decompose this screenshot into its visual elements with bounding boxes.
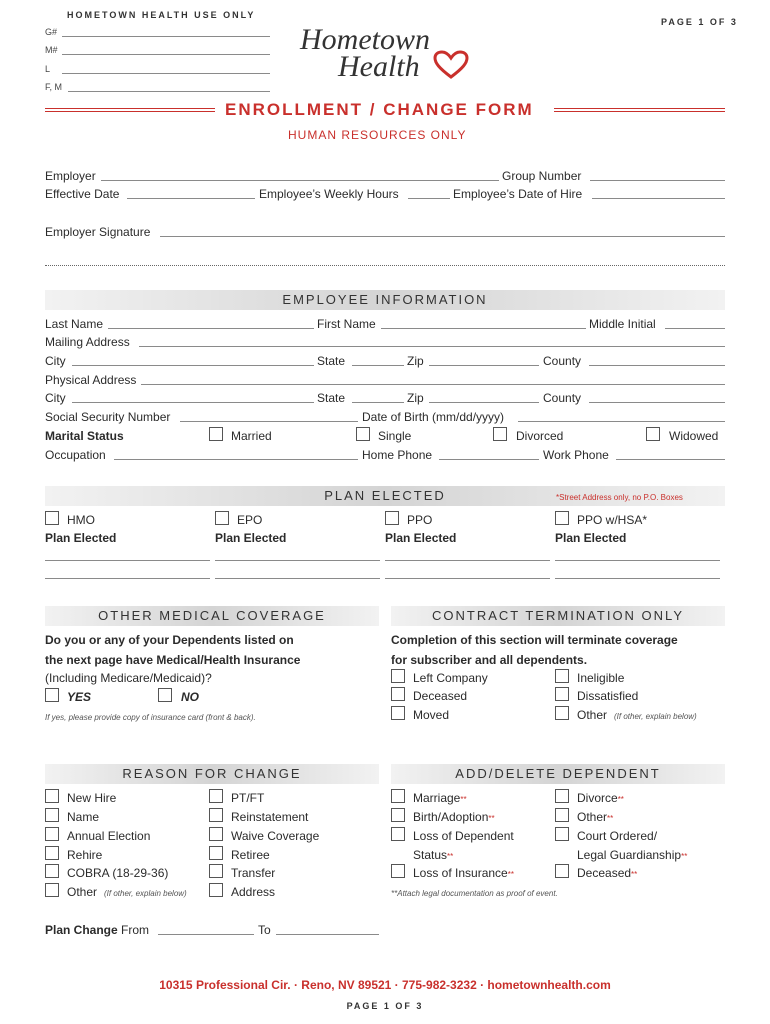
ppo-hsa-checkbox[interactable] bbox=[555, 511, 569, 525]
loss-of-dependent-status-label bbox=[413, 848, 453, 862]
state-field[interactable] bbox=[352, 365, 404, 366]
other-medical-band bbox=[45, 606, 379, 626]
divorce-label bbox=[577, 791, 624, 805]
reinstatement-label: Reinstatement bbox=[231, 810, 309, 824]
hmo-plan-line-1[interactable] bbox=[45, 560, 210, 561]
other-medical-yes-label: YES bbox=[67, 690, 92, 704]
dependent-note: **Attach legal documentation as proof of event. bbox=[391, 889, 558, 898]
ssn-label: Social Security Number bbox=[45, 410, 171, 424]
married-label: Married bbox=[231, 429, 272, 443]
form-title: ENROLLMENT / CHANGE FORM bbox=[225, 100, 534, 119]
home-phone-field[interactable] bbox=[439, 459, 539, 460]
divorce-marker: ** bbox=[617, 795, 624, 804]
other-medical-no-checkbox[interactable] bbox=[158, 688, 172, 702]
employer-field[interactable] bbox=[101, 180, 499, 181]
ppo-hsa-plan-line-2[interactable] bbox=[555, 578, 720, 579]
other-reason-checkbox[interactable] bbox=[45, 883, 59, 897]
hmo-label: HMO bbox=[67, 513, 95, 527]
loss-of-insurance-text: Loss of Insurance bbox=[413, 866, 508, 880]
state-label: State bbox=[317, 354, 346, 368]
physical-address-field[interactable] bbox=[141, 384, 725, 385]
city-2-label: City bbox=[45, 391, 66, 405]
reinstatement-checkbox[interactable] bbox=[209, 808, 223, 822]
state-2-field[interactable] bbox=[352, 402, 404, 403]
transfer-label: Transfer bbox=[231, 866, 276, 880]
divorce-checkbox[interactable] bbox=[555, 789, 569, 803]
deceased-dependent-text: Deceased bbox=[577, 866, 632, 880]
first-name-field[interactable] bbox=[381, 328, 586, 329]
left-company-label: Left Company bbox=[413, 671, 488, 685]
office-field-l-label: L bbox=[45, 64, 51, 74]
office-field-l-line[interactable] bbox=[62, 73, 270, 74]
group-number-field[interactable] bbox=[590, 180, 725, 181]
office-field-g-label: G# bbox=[45, 27, 58, 37]
other-termination-label: Other bbox=[577, 708, 608, 722]
county-2-field[interactable] bbox=[589, 402, 725, 403]
ssn-field[interactable] bbox=[180, 421, 358, 422]
reason-band bbox=[45, 764, 379, 784]
effective-date-field[interactable] bbox=[127, 198, 255, 199]
birth-adoption-label bbox=[413, 810, 495, 824]
dependent-heading: ADD/DELETE DEPENDENT bbox=[455, 766, 661, 781]
cobra-label: COBRA (18-29-36) bbox=[67, 866, 169, 880]
marriage-marker: ** bbox=[460, 795, 467, 804]
ppo-label: PPO bbox=[407, 513, 433, 527]
plan-note: *Street Address only, no P.O. Boxes bbox=[556, 493, 683, 502]
city-label: City bbox=[45, 354, 66, 368]
loss-of-insurance-checkbox[interactable] bbox=[391, 864, 405, 878]
birth-adoption-marker: ** bbox=[488, 814, 495, 823]
birth-adoption-checkbox[interactable] bbox=[391, 808, 405, 822]
loss-of-insurance-marker: ** bbox=[507, 870, 514, 879]
divorce-text: Divorce bbox=[577, 791, 618, 805]
logo-text-health: Health bbox=[338, 50, 420, 83]
new-hire-checkbox[interactable] bbox=[45, 789, 59, 803]
deceased-dependent-marker: ** bbox=[631, 870, 638, 879]
ppo-plan-line-1[interactable] bbox=[385, 560, 550, 561]
termination-desc-1: Completion of this section will terminate coverage bbox=[391, 633, 678, 647]
occupation-label: Occupation bbox=[45, 448, 106, 462]
address-label: Address bbox=[231, 885, 276, 899]
epo-plan-line-2[interactable] bbox=[215, 578, 380, 579]
page-number-bottom: PAGE 1 OF 3 bbox=[346, 1001, 424, 1011]
hmo-plan-line-2[interactable] bbox=[45, 578, 210, 579]
waive-coverage-label: Waive Coverage bbox=[231, 829, 320, 843]
dissatisfied-label: Dissatisfied bbox=[577, 689, 639, 703]
dependent-band bbox=[391, 764, 725, 784]
name-label: Name bbox=[67, 810, 100, 824]
annual-election-checkbox[interactable] bbox=[45, 827, 59, 841]
plan-change-label: Plan Change bbox=[45, 923, 118, 937]
section-divider bbox=[45, 265, 725, 266]
widowed-label: Widowed bbox=[669, 429, 719, 443]
zip-2-field[interactable] bbox=[429, 402, 539, 403]
other-medical-question-3: (Including Medicare/Medicaid)? bbox=[45, 671, 212, 685]
office-use-title: HOMETOWN HEALTH USE ONLY bbox=[67, 10, 256, 20]
hmo-plan-elected-label: Plan Elected bbox=[45, 531, 117, 545]
title-rule-right bbox=[554, 108, 725, 112]
address-checkbox[interactable] bbox=[209, 883, 223, 897]
deceased-termination-label: Deceased bbox=[413, 689, 468, 703]
employer-signature-label: Employer Signature bbox=[45, 225, 151, 239]
epo-plan-line-1[interactable] bbox=[215, 560, 380, 561]
ineligible-label: Ineligible bbox=[577, 671, 625, 685]
plan-change-row bbox=[45, 923, 149, 937]
legal-guardianship-label bbox=[577, 848, 687, 862]
dissatisfied-checkbox[interactable] bbox=[555, 687, 569, 701]
loss-of-dependent-status-text: Status bbox=[413, 848, 448, 862]
employer-signature-field[interactable] bbox=[160, 236, 725, 237]
first-name-label: First Name bbox=[317, 317, 376, 331]
work-phone-label: Work Phone bbox=[543, 448, 609, 462]
retiree-label: Retiree bbox=[231, 848, 270, 862]
other-reason-note: (If other, explain below) bbox=[104, 889, 187, 898]
new-hire-label: New Hire bbox=[67, 791, 117, 805]
name-checkbox[interactable] bbox=[45, 808, 59, 822]
other-medical-no-label: NO bbox=[181, 690, 199, 704]
epo-plan-elected-label: Plan Elected bbox=[215, 531, 287, 545]
other-medical-note: If yes, please provide copy of insurance card (front & back). bbox=[45, 713, 256, 722]
ppo-hsa-label: PPO w/HSA* bbox=[577, 513, 648, 527]
occupation-field[interactable] bbox=[114, 459, 358, 460]
ineligible-checkbox[interactable] bbox=[555, 669, 569, 683]
marriage-text: Marriage bbox=[413, 791, 461, 805]
mailing-address-label: Mailing Address bbox=[45, 335, 130, 349]
termination-band bbox=[391, 606, 725, 626]
other-reason-label: Other bbox=[67, 885, 98, 899]
annual-election-label: Annual Election bbox=[67, 829, 151, 843]
middle-initial-field[interactable] bbox=[665, 328, 725, 329]
other-termination-note: (If other, explain below) bbox=[614, 712, 697, 721]
loss-of-dependent-label: Loss of Dependent bbox=[413, 829, 514, 843]
group-number-label: Group Number bbox=[502, 169, 582, 183]
ppo-hsa-plan-elected-label: Plan Elected bbox=[555, 531, 627, 545]
rehire-checkbox[interactable] bbox=[45, 846, 59, 860]
physical-address-label: Physical Address bbox=[45, 373, 137, 387]
effective-date-label: Effective Date bbox=[45, 187, 120, 201]
other-dependent-label bbox=[577, 810, 613, 824]
office-field-m-line[interactable] bbox=[62, 54, 270, 55]
ppo-plan-line-2[interactable] bbox=[385, 578, 550, 579]
deceased-termination-checkbox[interactable] bbox=[391, 687, 405, 701]
birth-adoption-text: Birth/Adoption bbox=[413, 810, 489, 824]
state-2-label: State bbox=[317, 391, 346, 405]
title-rule-left bbox=[45, 108, 215, 112]
divorced-checkbox[interactable] bbox=[493, 427, 507, 441]
other-medical-question-2: the next page have Medical/Health Insurance bbox=[45, 653, 301, 667]
other-medical-yes-checkbox[interactable] bbox=[45, 688, 59, 702]
transfer-checkbox[interactable] bbox=[209, 864, 223, 878]
marital-status-label: Marital Status bbox=[45, 429, 124, 443]
weekly-hours-field[interactable] bbox=[408, 198, 450, 199]
married-checkbox[interactable] bbox=[209, 427, 223, 441]
reason-heading: REASON FOR CHANGE bbox=[122, 766, 302, 781]
employee-info-band bbox=[45, 290, 725, 310]
termination-desc-2: for subscriber and all dependents. bbox=[391, 653, 588, 667]
footer-address: 10315 Professional Cir. · Reno, NV 89521 · 775-982-3232 · hometownhealth.com bbox=[159, 978, 611, 992]
form-subtitle: HUMAN RESOURCES ONLY bbox=[288, 128, 467, 142]
employer-label: Employer bbox=[45, 169, 96, 183]
legal-guardianship-marker: ** bbox=[681, 852, 688, 861]
single-checkbox[interactable] bbox=[356, 427, 370, 441]
deceased-dependent-label bbox=[577, 866, 637, 880]
court-ordered-label: Court Ordered/ bbox=[577, 829, 658, 843]
retiree-checkbox[interactable] bbox=[209, 846, 223, 860]
deceased-dependent-checkbox[interactable] bbox=[555, 864, 569, 878]
plan-change-from-label: From bbox=[121, 923, 150, 937]
logo-text-hometown: Hometown bbox=[300, 23, 430, 56]
marriage-checkbox[interactable] bbox=[391, 789, 405, 803]
ppo-plan-elected-label: Plan Elected bbox=[385, 531, 457, 545]
work-phone-field[interactable] bbox=[616, 459, 725, 460]
moved-label: Moved bbox=[413, 708, 450, 722]
divorced-label: Divorced bbox=[516, 429, 564, 443]
left-company-checkbox[interactable] bbox=[391, 669, 405, 683]
city-field[interactable] bbox=[72, 365, 314, 366]
ppo-hsa-plan-line-1[interactable] bbox=[555, 560, 720, 561]
home-phone-label: Home Phone bbox=[362, 448, 433, 462]
loss-of-dependent-marker: ** bbox=[447, 852, 454, 861]
other-medical-heading: OTHER MEDICAL COVERAGE bbox=[98, 608, 326, 623]
mailing-address-field[interactable] bbox=[139, 346, 725, 347]
epo-label: EPO bbox=[237, 513, 263, 527]
weekly-hours-label: Employee’s Weekly Hours bbox=[259, 187, 399, 201]
plan-elected-heading: PLAN ELECTED bbox=[324, 488, 446, 503]
employee-info-heading: EMPLOYEE INFORMATION bbox=[282, 292, 488, 307]
zip-2-label: Zip bbox=[407, 391, 424, 405]
single-label: Single bbox=[378, 429, 412, 443]
zip-label: Zip bbox=[407, 354, 424, 368]
other-dependent-marker: ** bbox=[607, 814, 614, 823]
last-name-label: Last Name bbox=[45, 317, 104, 331]
moved-checkbox[interactable] bbox=[391, 706, 405, 720]
dob-field[interactable] bbox=[518, 421, 725, 422]
county-field[interactable] bbox=[589, 365, 725, 366]
dob-label: Date of Birth (mm/dd/yyyy) bbox=[362, 410, 505, 424]
loss-of-insurance-label bbox=[413, 866, 514, 880]
other-medical-question-1: Do you or any of your Dependents listed on bbox=[45, 633, 294, 647]
court-ordered-checkbox[interactable] bbox=[555, 827, 569, 841]
zip-field[interactable] bbox=[429, 365, 539, 366]
plan-change-to-label: To bbox=[258, 923, 271, 937]
other-dependent-text: Other bbox=[577, 810, 608, 824]
hmo-checkbox[interactable] bbox=[45, 511, 59, 525]
plan-change-to-field[interactable] bbox=[276, 934, 379, 935]
date-of-hire-field[interactable] bbox=[592, 198, 725, 199]
heart-icon bbox=[433, 50, 469, 80]
middle-initial-label: Middle Initial bbox=[589, 317, 656, 331]
office-field-fm-label: F, M bbox=[45, 82, 62, 92]
termination-heading: CONTRACT TERMINATION ONLY bbox=[432, 608, 684, 623]
marriage-label bbox=[413, 791, 467, 805]
cobra-checkbox[interactable] bbox=[45, 864, 59, 878]
date-of-hire-label: Employee’s Date of Hire bbox=[453, 187, 583, 201]
epo-checkbox[interactable] bbox=[215, 511, 229, 525]
other-dependent-checkbox[interactable] bbox=[555, 808, 569, 822]
pt-ft-label: PT/FT bbox=[231, 791, 265, 805]
widowed-checkbox[interactable] bbox=[646, 427, 660, 441]
office-field-fm-line[interactable] bbox=[68, 91, 270, 92]
legal-guardianship-text: Legal Guardianship bbox=[577, 848, 682, 862]
county-2-label: County bbox=[543, 391, 582, 405]
waive-coverage-checkbox[interactable] bbox=[209, 827, 223, 841]
plan-change-from-field[interactable] bbox=[158, 934, 254, 935]
rehire-label: Rehire bbox=[67, 848, 103, 862]
county-label: County bbox=[543, 354, 582, 368]
last-name-field[interactable] bbox=[108, 328, 314, 329]
other-termination-checkbox[interactable] bbox=[555, 706, 569, 720]
pt-ft-checkbox[interactable] bbox=[209, 789, 223, 803]
page-number-top: PAGE 1 OF 3 bbox=[661, 17, 738, 27]
ppo-checkbox[interactable] bbox=[385, 511, 399, 525]
loss-of-dependent-checkbox[interactable] bbox=[391, 827, 405, 841]
city-2-field[interactable] bbox=[72, 402, 314, 403]
office-field-g-line[interactable] bbox=[62, 36, 270, 37]
office-field-m-label: M# bbox=[45, 45, 58, 55]
